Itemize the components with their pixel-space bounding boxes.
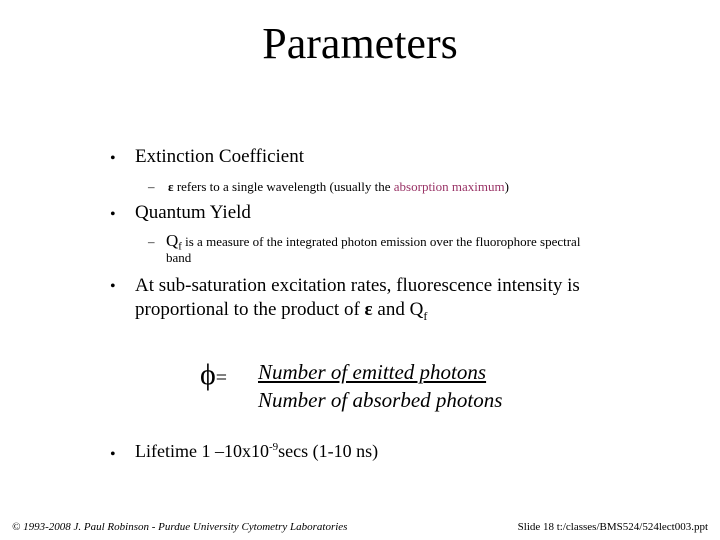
dash-icon: – [148,234,155,249]
footer-copyright: © 1993-2008 J. Paul Robinson - Purdue University Cytometry Laboratories [12,521,348,533]
slide-title: Parameters [262,19,458,68]
bullet-quantum-yield: Quantum Yield [135,202,251,223]
dash-icon: – [148,179,155,194]
sub-quantum-yield: $Q_f$ is a measure of the integrated photon emission over the fluorophore spectral [166,231,581,253]
footer-slide-info: Slide 18 t:/classes/BMS524/524lect003.ppt [517,521,708,533]
bullet-icon: • [110,150,116,167]
numerator: Number of emitted photons [258,360,487,384]
quantum-yield-formula [200,358,503,412]
equals: = [215,367,228,389]
sub-quantum-yield-cont: band [166,250,192,265]
phi-symbol: ϕ [200,358,216,391]
bullet-saturation: At sub-saturation excitation rates, fluorescence intensity is proportional to the product of ε and $Q_f$ [135,275,580,323]
bullet-icon: • [110,206,116,223]
bullet-extinction: Extinction Coefficient [135,146,305,167]
bullet-lifetime: Lifetime 1 $-10x10^{-9}\sec s$ (1-10 ns) [135,441,379,461]
bullet-icon: • [110,278,116,295]
denominator: Number of absorbed photons [258,388,503,412]
bullet-icon: • [110,446,116,463]
sub-extinction: ε refers to a single wavelength (usually the absorption maximum) [168,179,509,194]
